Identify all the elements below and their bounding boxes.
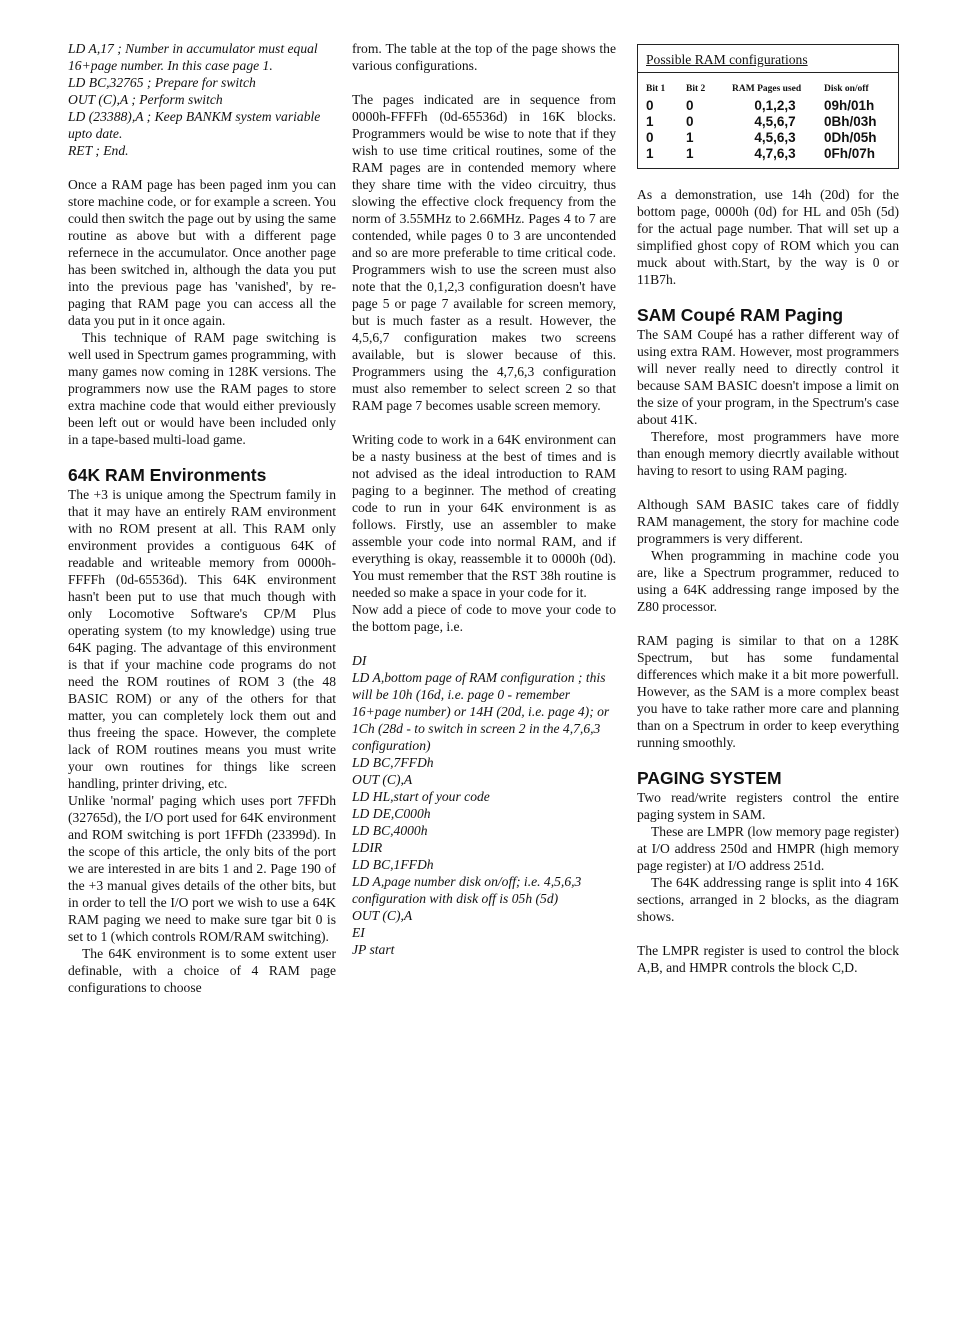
column-3 <box>637 40 899 976</box>
table-title: Possible RAM configurations <box>638 45 898 73</box>
code-line: LD BC,7FFDh <box>352 755 434 770</box>
table-cell: 0Dh/05h <box>824 130 877 145</box>
paragraph: The +3 is unique among the Spectrum family in that it may have an entirely RAM environment with no ROM present at all. This RAM only environment provides a contiguous 64K of readable and writeable memory from 0000h-FFFFh (0d-65536d). This 64K environment hasn't been put to use that much though with only Locomotive Software's CP/M Plus operating system (to my knowledge) using true 64K paging. The advantage of this environment is that if your machine code programs do not need the ROM routines of ROM 3 (the 48 BASIC ROM) or any of the others for that matter, you can completely lock them out and thus freeing the space. However, the complete lack of ROM routines means you must write your own routines for things like screen handling, printer driving, etc. <box>68 487 336 791</box>
ram-config-table <box>637 44 899 169</box>
section-heading-64k: 64K RAM Environments <box>68 465 267 485</box>
table-cell: 0 <box>686 114 694 129</box>
paragraph: As a demonstration, use 14h (20d) for the bottom page, 0000h (0d) for HL and 05h (5d) for the actual page number. That will set up a simplified ghost copy of ROM which you can muck about with.Start, by the way is 0 or 11B7h. <box>637 187 899 287</box>
table-cell: 0 <box>646 130 654 145</box>
table-cell: 1 <box>646 146 654 161</box>
code-line: LD BC,1FFDh <box>352 857 434 872</box>
code-line: JP start <box>352 942 395 957</box>
column-2 <box>352 40 616 958</box>
column-1 <box>68 40 336 996</box>
code-line: LD (23388),A ; Keep BANKM system variable upto date. <box>68 109 321 141</box>
section-heading-paging: PAGING SYSTEM <box>637 768 782 788</box>
table-header: RAM Pages used <box>732 84 802 94</box>
table-cell: 1 <box>686 130 694 145</box>
paragraph: Although SAM BASIC takes care of fiddly RAM management, the story for machine code programmers is very different. <box>637 497 899 546</box>
table-cell: 4,5,6,3 <box>754 130 796 145</box>
code-line: LD A,bottom page of RAM configuration ; this will be 10h (16d, i.e. page 0 - remember 16+page number) or 14H (20d, i.e. page 4); or 1Ch (28d - to switch in screen 2 in the 4,7,6,3 configuration) <box>352 670 610 753</box>
code-line: LD BC,32765 ; Prepare for switch <box>68 75 256 90</box>
paragraph: Now add a piece of code to move your code to the bottom page, i.e. <box>352 602 616 634</box>
section-heading-sam: SAM Coupé RAM Paging <box>637 305 844 325</box>
table-cell: 09h/01h <box>824 98 875 113</box>
paragraph: These are LMPR (low memory page register) at I/O address 250d and HMPR (high memory page register) at I/O address 251d. <box>637 824 899 873</box>
code-line: LD DE,C000h <box>352 806 431 821</box>
paragraph: Therefore, most programmers have more than enough memory diecrtly available without having to resort to using RAM paging. <box>637 429 899 478</box>
table-row <box>646 98 883 114</box>
code-line: LD A,17 ; Number in accumulator must equal 16+page number. In this case page 1. <box>68 41 318 73</box>
table-cell: 0 <box>646 98 654 113</box>
table-header: Disk on/off <box>824 84 869 94</box>
table-cell: 0 <box>686 98 694 113</box>
code-line: LD A,page number disk on/off; i.e. 4,5,6,3 configuration with disk off is 05h (5d) <box>352 874 582 906</box>
paragraph: The 64K addressing range is split into 4 16K sections, arranged in 2 blocks, as the diagram shows. <box>637 875 899 924</box>
table-cell: 0Bh/03h <box>824 114 877 129</box>
table-row <box>646 130 883 146</box>
code-line: DI <box>352 653 367 668</box>
paragraph: Two read/write registers control the entire paging system in SAM. <box>637 790 899 822</box>
code-line: LDIR <box>352 840 383 855</box>
paragraph: Writing code to work in a 64K environment can be a nasty business at the best of times and is not advised as the ideal introduction to RAM paging to a beginner. The method of creating code to run in your 64K environment is as follows. Firstly, use an assembler to make assemble your code into normal RAM, and if everything is okay, reassemble it to 0000h (0d). You must remember that the RST 38h routine is needed so make a space in your code for it. <box>352 432 616 600</box>
paragraph: RAM paging is similar to that on a 128K Spectrum, but has some fundamental differences which make it a bit more powerfull. However, as the SAM is a more complex beast you have to take rather more care and planning than on a Spectrum in order to keep everything running smoothly. <box>637 633 899 750</box>
table-cell: 4,7,6,3 <box>754 146 796 161</box>
paragraph: The 64K environment is to some extent user definable, with a choice of 4 RAM page configurations to choose <box>68 946 336 995</box>
paragraph: Unlike 'normal' paging which uses port 7FFDh (32765d), the I/O port used for 64K environment and ROM switching is port 1FFDh (23399d). In the scope of this article, the only bits of the port we are interested in are bits 1 and 2. Page 190 of the +3 manual gives details of the other bits, but in order to tell the I/O port we wish to use a 64K RAM paging we need to make sure tgar bit 0 is set to 1 (which controls ROM/RAM switching). <box>68 793 336 944</box>
paragraph: When programming in machine code you are, like a Spectrum programmer, reduced to using a 64K addressing range imposed by the Z80 processor. <box>637 548 899 614</box>
table-header-row <box>646 81 883 98</box>
table-cell: 0Fh/07h <box>824 146 876 161</box>
paragraph: The pages indicated are in sequence from 0000h-FFFFh (0d-65536d) in 16K blocks. Programmers would be wise to note that if they wish to use time critical routines, some of the RAM pages are in contended memory where they share time with the video circuitry, thus slowing the effective clock frequency from the norm of 3.55MHz to 2.66MHz. Pages 4 to 7 are contended, while pages 0 to 3 are uncontended and so are more preferable to time critical code. Programmers wish to use the screen must also note that the 0,1,2,3 configuration doesn't have page 5 or page 7 available for screen memory, but is much faster as a result. However, the 4,5,6,7 configuration makes two screens available, but is slower because of this. Programmers using the 4,7,6,3 configuration must also remember to select screen 2 so that RAM page 7 becomes usable screen memory. <box>352 92 616 413</box>
paragraph: from. The table at the top of the page shows the various configurations. <box>352 41 616 73</box>
table-cell: 1 <box>646 114 654 129</box>
code-line: OUT (C),A <box>352 772 413 787</box>
table-row <box>646 146 883 162</box>
paragraph: The SAM Coupé has a rather different way of using extra RAM. However, most programmers will never really need to directly control it because SAM BASIC doesn't impose a limit on the size of your program, in the Spectrum's case about 41K. <box>637 327 899 427</box>
code-line: LD BC,4000h <box>352 823 428 838</box>
paragraph: This technique of RAM page switching is well used in Spectrum games programming, with many games now coming in 128K versions. The programmers now use the RAM pages to store extra machine code that would either previously been left out or would have been included only in a tape-based multi-load game. <box>68 330 336 447</box>
table-header: Bit 1 <box>646 84 666 94</box>
paragraph: The LMPR register is used to control the block A,B, and HMPR controls the block C,D. <box>637 943 899 975</box>
paragraph: Once a RAM page has been paged inm you can store machine code, or for example a screen. You could then switch the page out by using the same routine as above but with a different page refernece in the accumulator. Once another page has been switched in, although the data you put into the previous page has 'vanished', by re-paging that RAM page you can access all the data you put in it once again. <box>68 177 336 328</box>
code-listing <box>352 652 616 958</box>
code-line: EI <box>352 925 365 940</box>
table-row <box>646 114 883 130</box>
table-cell: 4,5,6,7 <box>754 114 796 129</box>
config-table-grid <box>646 81 883 162</box>
table-header: Bit 2 <box>686 84 706 94</box>
code-line: LD HL,start of your code <box>352 789 490 804</box>
code-line: OUT (C),A ; Perform switch <box>68 92 223 107</box>
table-cell: 1 <box>686 146 694 161</box>
code-line: OUT (C),A <box>352 908 413 923</box>
code-line: RET ; End. <box>68 143 129 158</box>
table-cell: 0,1,2,3 <box>754 98 796 113</box>
